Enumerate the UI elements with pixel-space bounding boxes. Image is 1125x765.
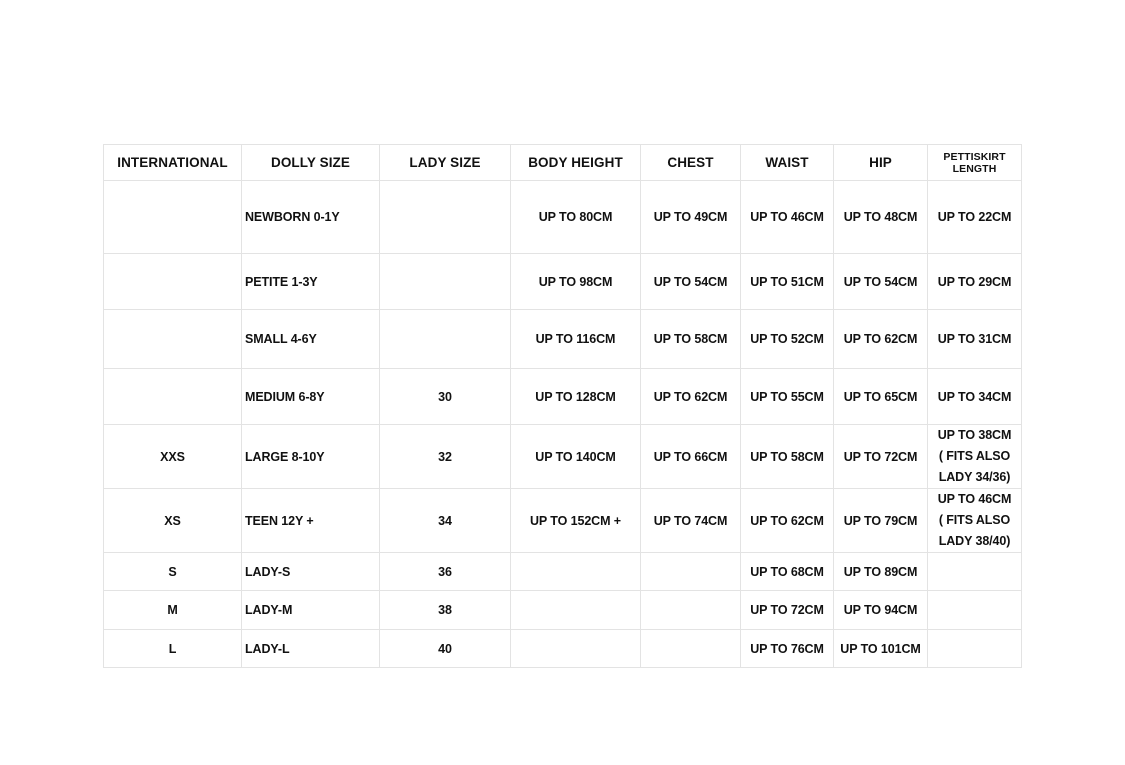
table-row: [104, 591, 1022, 630]
cell-international: L: [104, 630, 242, 668]
cell-body-height: [511, 591, 641, 630]
header-lady-size: LADY SIZE: [380, 145, 511, 181]
header-pettiskirt-line1: PETTISKIRT: [943, 150, 1006, 163]
cell-pettiskirt-length: [928, 630, 1022, 668]
header-row: [104, 145, 1022, 181]
cell-hip: UP TO 54CM: [834, 254, 928, 310]
pettiskirt-length-line: UP TO 31CM: [937, 332, 1012, 346]
cell-international: S: [104, 553, 242, 591]
cell-dolly-size: NEWBORN 0-1Y: [242, 181, 380, 254]
cell-waist: UP TO 62CM: [741, 489, 834, 553]
cell-international: XS: [104, 489, 242, 553]
cell-pettiskirt-length: [928, 254, 1022, 310]
pettiskirt-length-line: UP TO 38CM: [937, 428, 1012, 442]
cell-dolly-size: TEEN 12Y +: [242, 489, 380, 553]
cell-lady-size: 38: [380, 591, 511, 630]
cell-international: M: [104, 591, 242, 630]
cell-waist: UP TO 52CM: [741, 310, 834, 369]
cell-waist: UP TO 51CM: [741, 254, 834, 310]
cell-pettiskirt-length: [928, 591, 1022, 630]
cell-hip: UP TO 79CM: [834, 489, 928, 553]
header-body-height: BODY HEIGHT: [511, 145, 641, 181]
cell-pettiskirt-length: [928, 369, 1022, 425]
cell-lady-size: 36: [380, 553, 511, 591]
cell-lady-size: [380, 254, 511, 310]
header-waist: WAIST: [741, 145, 834, 181]
cell-dolly-size: LARGE 8-10Y: [242, 425, 380, 489]
cell-chest: UP TO 54CM: [641, 254, 741, 310]
pettiskirt-length-line: ( FITS ALSO: [938, 449, 1011, 463]
cell-lady-size: [380, 181, 511, 254]
cell-chest: [641, 630, 741, 668]
cell-chest: UP TO 66CM: [641, 425, 741, 489]
cell-international: [104, 310, 242, 369]
header-chest: CHEST: [641, 145, 741, 181]
cell-waist: UP TO 76CM: [741, 630, 834, 668]
table-row: [104, 254, 1022, 310]
cell-hip: UP TO 48CM: [834, 181, 928, 254]
table-row: [104, 181, 1022, 254]
header-pettiskirt-line2: LENGTH: [952, 162, 997, 175]
table-row: [104, 425, 1022, 489]
pettiskirt-length-line: UP TO 22CM: [937, 210, 1012, 224]
cell-waist: UP TO 72CM: [741, 591, 834, 630]
cell-pettiskirt-length: [928, 553, 1022, 591]
cell-international: XXS: [104, 425, 242, 489]
pettiskirt-length-line: LADY 38/40): [938, 534, 1011, 548]
cell-dolly-size: LADY-M: [242, 591, 380, 630]
cell-dolly-size: SMALL 4-6Y: [242, 310, 380, 369]
header-hip: HIP: [834, 145, 928, 181]
cell-body-height: [511, 553, 641, 591]
cell-pettiskirt-length: [928, 425, 1022, 489]
pettiskirt-length-line: ( FITS ALSO: [938, 513, 1011, 527]
cell-dolly-size: LADY-L: [242, 630, 380, 668]
cell-international: [104, 369, 242, 425]
table-row: [104, 489, 1022, 553]
cell-body-height: UP TO 140CM: [511, 425, 641, 489]
cell-body-height: UP TO 98CM: [511, 254, 641, 310]
cell-pettiskirt-length: [928, 181, 1022, 254]
cell-lady-size: 40: [380, 630, 511, 668]
table-row: [104, 630, 1022, 668]
cell-pettiskirt-length: [928, 489, 1022, 553]
cell-dolly-size: PETITE 1-3Y: [242, 254, 380, 310]
cell-dolly-size: MEDIUM 6-8Y: [242, 369, 380, 425]
cell-waist: UP TO 46CM: [741, 181, 834, 254]
header-international: INTERNATIONAL: [104, 145, 242, 181]
cell-chest: UP TO 74CM: [641, 489, 741, 553]
cell-hip: UP TO 101CM: [834, 630, 928, 668]
cell-body-height: UP TO 152CM +: [511, 489, 641, 553]
table-row: [104, 369, 1022, 425]
table-row: [104, 553, 1022, 591]
cell-dolly-size: LADY-S: [242, 553, 380, 591]
pettiskirt-length-line: LADY 34/36): [938, 470, 1011, 484]
cell-hip: UP TO 65CM: [834, 369, 928, 425]
cell-waist: UP TO 58CM: [741, 425, 834, 489]
cell-chest: [641, 553, 741, 591]
cell-hip: UP TO 94CM: [834, 591, 928, 630]
header-pettiskirt-length: [928, 145, 1022, 181]
cell-international: [104, 181, 242, 254]
cell-hip: UP TO 89CM: [834, 553, 928, 591]
cell-chest: UP TO 49CM: [641, 181, 741, 254]
cell-hip: UP TO 62CM: [834, 310, 928, 369]
pettiskirt-length-line: UP TO 46CM: [937, 492, 1012, 506]
cell-lady-size: 34: [380, 489, 511, 553]
cell-lady-size: 30: [380, 369, 511, 425]
cell-body-height: UP TO 80CM: [511, 181, 641, 254]
table-row: [104, 310, 1022, 369]
cell-international: [104, 254, 242, 310]
cell-chest: [641, 591, 741, 630]
cell-body-height: UP TO 128CM: [511, 369, 641, 425]
cell-lady-size: [380, 310, 511, 369]
cell-body-height: [511, 630, 641, 668]
pettiskirt-length-line: UP TO 34CM: [937, 389, 1012, 404]
cell-lady-size: 32: [380, 425, 511, 489]
cell-chest: UP TO 62CM: [641, 369, 741, 425]
size-chart-table: [103, 144, 1022, 668]
pettiskirt-length-line: UP TO 29CM: [937, 274, 1012, 289]
cell-waist: UP TO 55CM: [741, 369, 834, 425]
size-chart-body: [104, 181, 1022, 668]
cell-waist: UP TO 68CM: [741, 553, 834, 591]
cell-chest: UP TO 58CM: [641, 310, 741, 369]
cell-body-height: UP TO 116CM: [511, 310, 641, 369]
cell-pettiskirt-length: [928, 310, 1022, 369]
header-dolly-size: DOLLY SIZE: [242, 145, 380, 181]
cell-hip: UP TO 72CM: [834, 425, 928, 489]
